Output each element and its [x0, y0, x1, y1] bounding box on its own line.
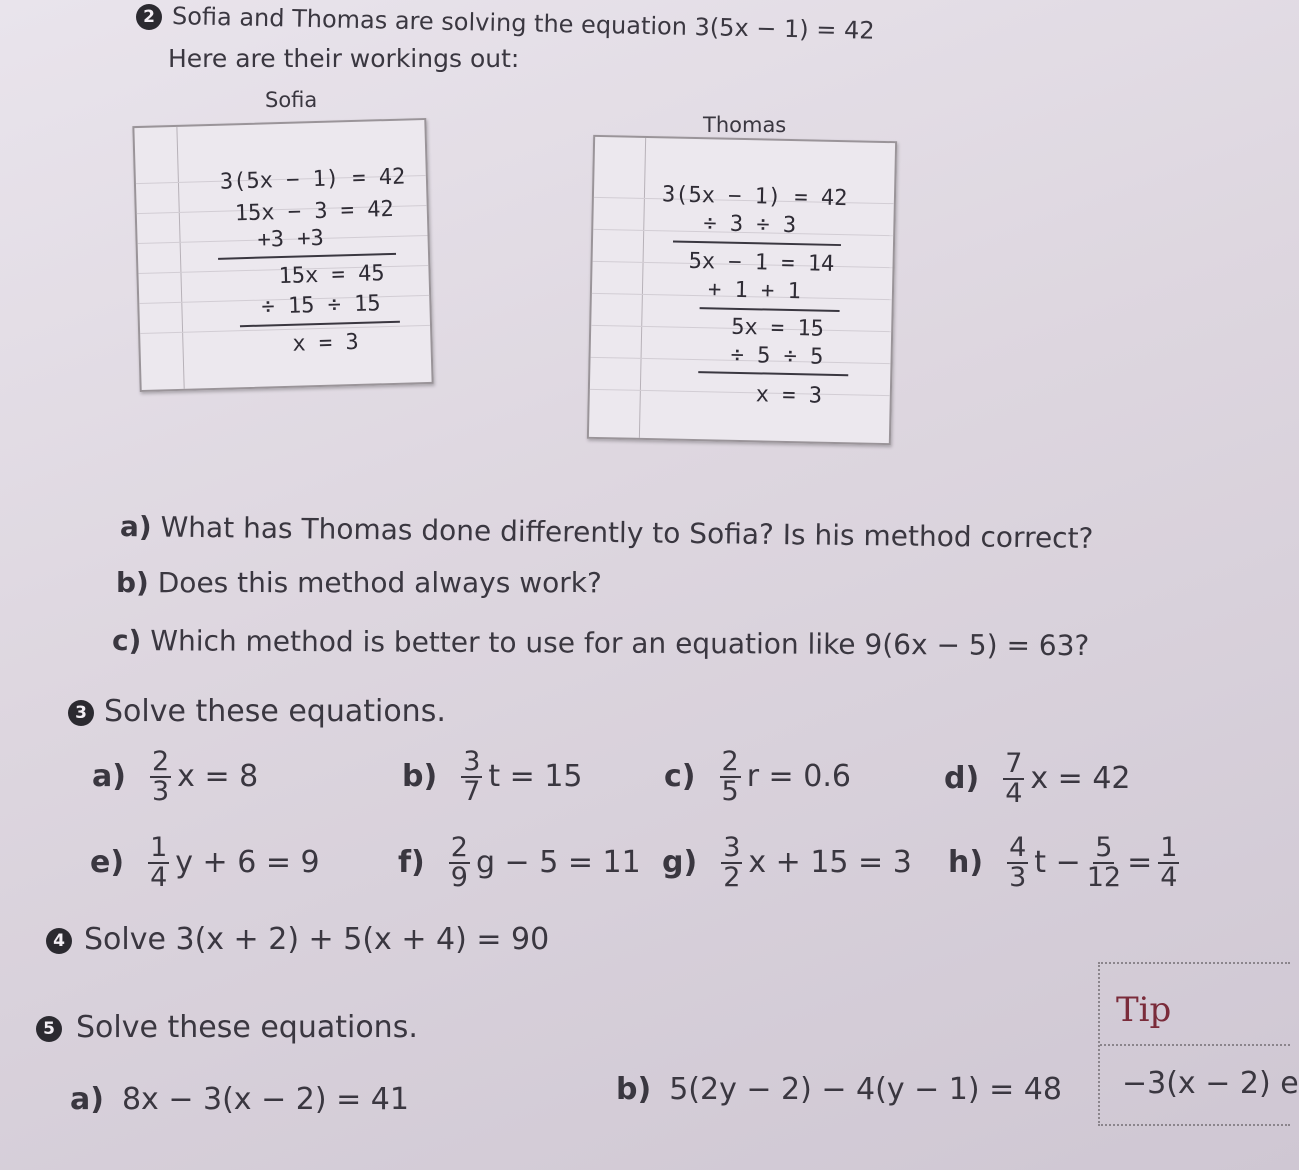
tip-text: −3(x − 2) e: [1122, 1066, 1299, 1101]
question-3-title: Solve these equations.: [104, 694, 446, 729]
sofia-line-6: x = 3: [292, 329, 360, 357]
sofia-line-2: 15x − 3 = 42: [234, 196, 395, 227]
q5-item-a: a) 8x − 3(x − 2) = 41: [70, 1082, 409, 1117]
question-2a-label: a): [119, 510, 152, 544]
thomas-line-4: + 1 + 1: [707, 277, 801, 305]
question-2c: [112, 624, 1090, 662]
question-3-number: 3: [68, 700, 94, 726]
sofia-working-card: [132, 118, 433, 392]
question-5-number: 5: [36, 1016, 62, 1042]
thomas-divider-3: [698, 371, 848, 376]
sofia-line-3: +3 +3: [257, 225, 325, 253]
question-2c-label: c): [111, 624, 142, 658]
thomas-line-3: 5x − 1 = 14: [688, 248, 835, 277]
tip-box: [1098, 962, 1299, 1126]
question-2b-text: Does this method always work?: [157, 566, 602, 599]
tip-divider: [1100, 1044, 1290, 1046]
sofia-line-4: 15x = 45: [278, 261, 385, 290]
thomas-divider-1: [673, 241, 841, 247]
thomas-name: Thomas: [703, 113, 787, 137]
sofia-divider-1: [218, 253, 396, 260]
thomas-line-2: ÷ 3 ÷ 3: [703, 211, 797, 239]
q3-item-f: f) $\frac{2}{9}$ g − 5 = 11: [398, 832, 641, 894]
tip-title: Tip: [1116, 990, 1172, 1030]
question-4-number: 4: [46, 928, 72, 954]
sofia-name: Sofia: [265, 88, 318, 112]
thomas-line-1: 3(5x − 1) = 42: [661, 182, 848, 212]
sofia-card-margin: [176, 127, 184, 389]
sofia-line-5: ÷ 15 ÷ 15: [261, 291, 381, 320]
question-2-intro: Sofia and Thomas are solving the equation 3(5x − 1) = 42: [171, 2, 875, 45]
thomas-line-7: x = 3: [755, 382, 823, 409]
thomas-line-6: ÷ 5 ÷ 5: [730, 342, 824, 370]
question-5-title: Solve these equations.: [76, 1010, 418, 1045]
q5-item-b: b) 5(2y − 2) − 4(y − 1) = 48: [616, 1072, 1062, 1107]
question-2c-text: Which method is better to use for an equation like 9(6x − 5) = 63?: [150, 624, 1090, 663]
question-2-number: 2: [136, 4, 162, 30]
question-2a: [120, 510, 1094, 555]
q3-item-a: a) $\frac{2}{3}$ x = 8: [92, 746, 259, 808]
question-2-subtext: Here are their workings out:: [168, 44, 520, 73]
q3-item-g: g) $\frac{3}{2}$ x + 15 = 3: [662, 832, 912, 894]
question-2b-label: b): [116, 566, 149, 599]
thomas-line-5: 5x = 15: [730, 314, 825, 342]
sofia-line-1: 3(5x − 1) = 42: [219, 164, 406, 195]
q3-item-e: e) $\frac{1}{4}$ y + 6 = 9: [90, 832, 320, 894]
thomas-card-margin: [639, 138, 646, 438]
q3-item-c: c) $\frac{2}{5}$ r = 0.6: [664, 746, 851, 808]
thomas-divider-2: [700, 307, 840, 312]
q3-item-h: h) $\frac{4}{3}$ t − $\frac{5}{12}$ = $\frac{1}{4}$: [948, 832, 1178, 894]
question-4-text: Solve 3(x + 2) + 5(x + 4) = 90: [84, 922, 550, 957]
q3-item-d: d) $\frac{7}{4}$ x = 42: [944, 748, 1131, 810]
question-2b: [116, 566, 602, 599]
thomas-working-card: [587, 135, 897, 445]
q3-item-b: b) $\frac{3}{7}$ t = 15: [402, 746, 583, 808]
question-2a-text: What has Thomas done differently to Sofia? Is his method correct?: [160, 510, 1094, 555]
